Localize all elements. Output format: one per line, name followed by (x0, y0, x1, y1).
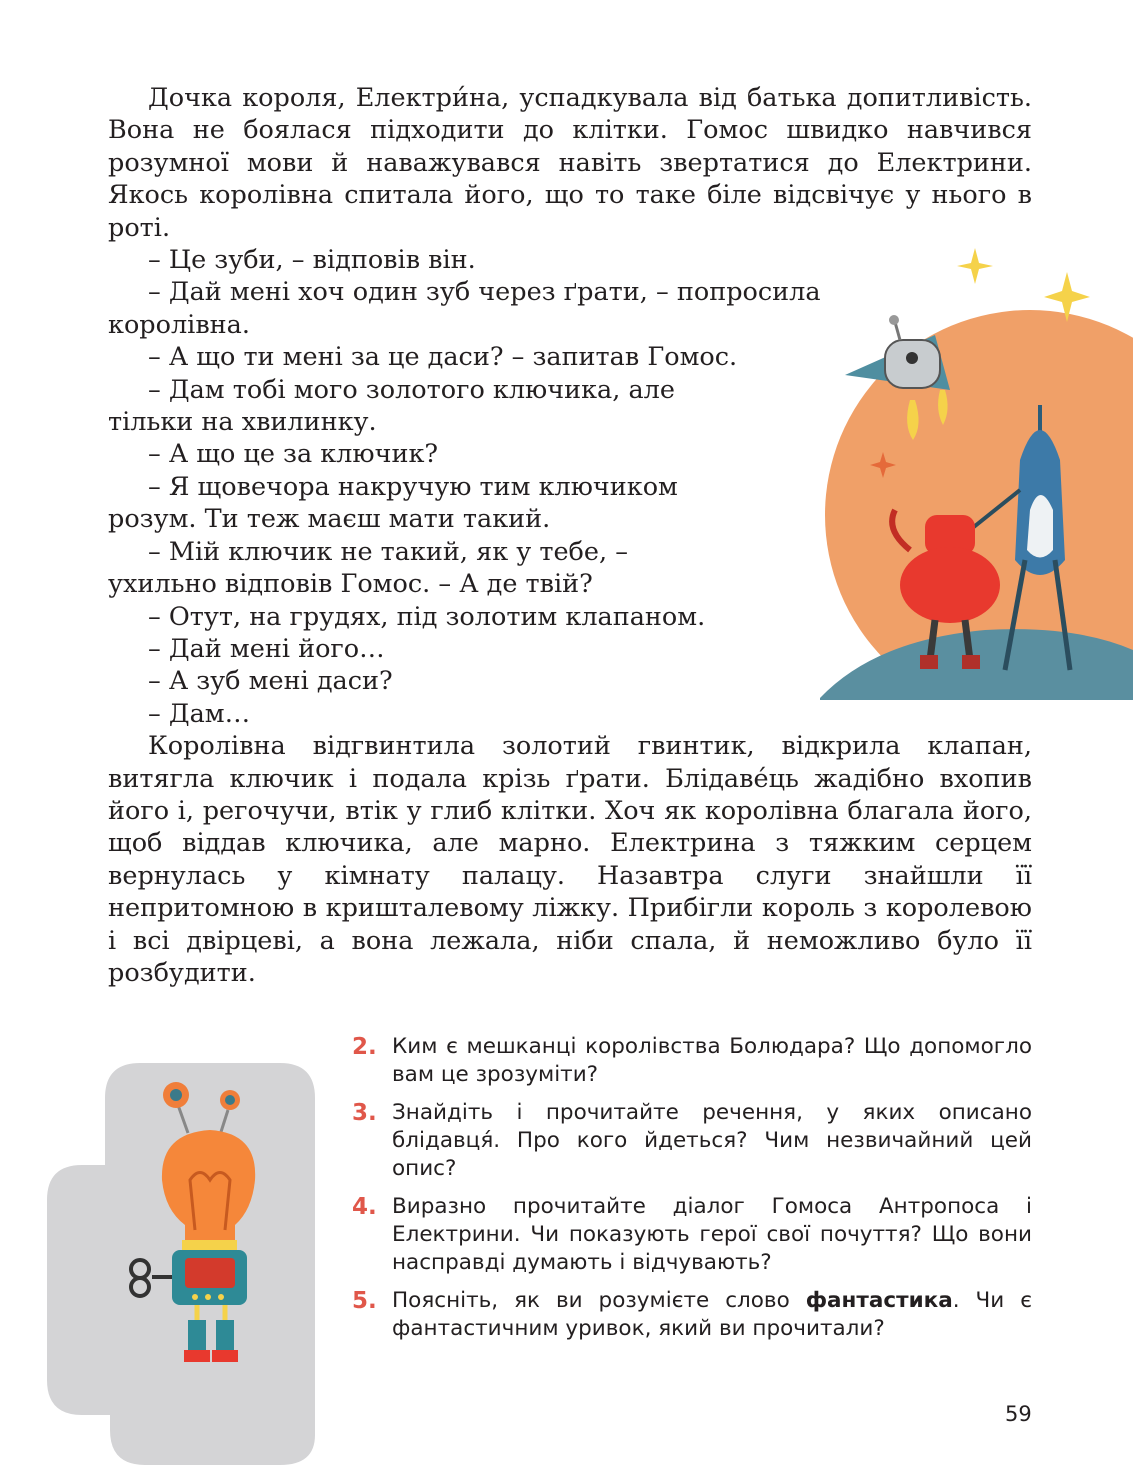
question-text: Знайдіть і прочитайте речення, у яких описано блідавця́. Про кого йдеться? Чим незвичайний цей опис? (392, 1100, 1032, 1181)
question-number: 5. (352, 1288, 377, 1314)
dialogue-line: – А що ти мені за це даси? – запитав Гомос. (148, 342, 738, 373)
dialogue-line: – Дай мені його… (148, 633, 385, 664)
page-number: 59 (1005, 1402, 1032, 1426)
robots-and-spaceship-illustration (815, 230, 1133, 700)
story-paragraph: Дочка короля, Електри́на, успадкувала від батька допитливість. Вона не боялася підходити до клітки. Гомос швидко навчився розумної мови й наважувався навіть звертатися до Електрини. Якось королівна спитала його, що то таке біле відсвічує у нього в роті. (108, 83, 1032, 243)
questions-list (352, 1033, 1032, 1353)
dialogue-line: – Отут, на грудях, під золотим клапаном. (148, 601, 706, 632)
dialogue-line: – А зуб мені даси? (148, 666, 393, 697)
question-number: 4. (352, 1194, 377, 1220)
question-item (352, 1287, 1032, 1343)
question-text: Виразно прочитайте діалог Гомоса Антропоса і Електрини. Чи показують герої свої почуття? Що вони насправді думають і відчувають? (392, 1194, 1032, 1275)
lightbulb-robot-illustration (40, 1055, 330, 1470)
story-paragraph: Королівна відгвинтила золотий гвинтик, відкрила клапан, витягла ключик і подала крізь ґрати. Блідаве́ць жадібно вхопив його і, регочучи, втік у глиб клітки. Хоч як королівна благала його, щоб віддав ключика, але марно. Електрина з тяжким серцем вернулась у кімнату палацу. Назавтра слуги знайшли її непритомною в кришталевому ліжку. Прибігли король з королевою і всі двірцеві, а вона лежала, ніби спала, й неможливо було її розбудити. (108, 731, 1032, 988)
question-number: 2. (352, 1034, 377, 1060)
question-item (352, 1033, 1032, 1089)
question-text-after: . Чи є фантастичним уривок, який ви прочитали? (392, 1288, 1032, 1341)
question-text: Ким є мешканці королівства Болюдара? Що допомогло вам це зрозуміти? (392, 1034, 1032, 1087)
question-term: фантастика (805, 1288, 953, 1313)
dialogue-line: – А що це за ключик? (148, 439, 439, 470)
dialogue-line: – Мій ключик не такий, як у тебе, – ухильно відповів Гомос. – А де твій? (108, 536, 628, 600)
question-text-before: Поясніть, як ви розумієте слово (392, 1288, 806, 1313)
question-item (352, 1193, 1032, 1277)
question-number: 3. (352, 1100, 377, 1126)
dialogue-line: – Це зуби, – відповів він. (148, 245, 476, 276)
dialogue-line: – Дам… (148, 698, 251, 729)
dialogue-line: – Дай мені хоч один зуб через ґрати, – попросила королівна. (108, 277, 821, 340)
question-item (352, 1099, 1032, 1183)
dialogue-line: – Я щовечора накручую тим ключиком розум. Ти теж маєш мати такий. (108, 471, 678, 535)
dialogue-line: – Дам тобі мого золотого ключика, але тільки на хвилинку. (108, 374, 675, 438)
